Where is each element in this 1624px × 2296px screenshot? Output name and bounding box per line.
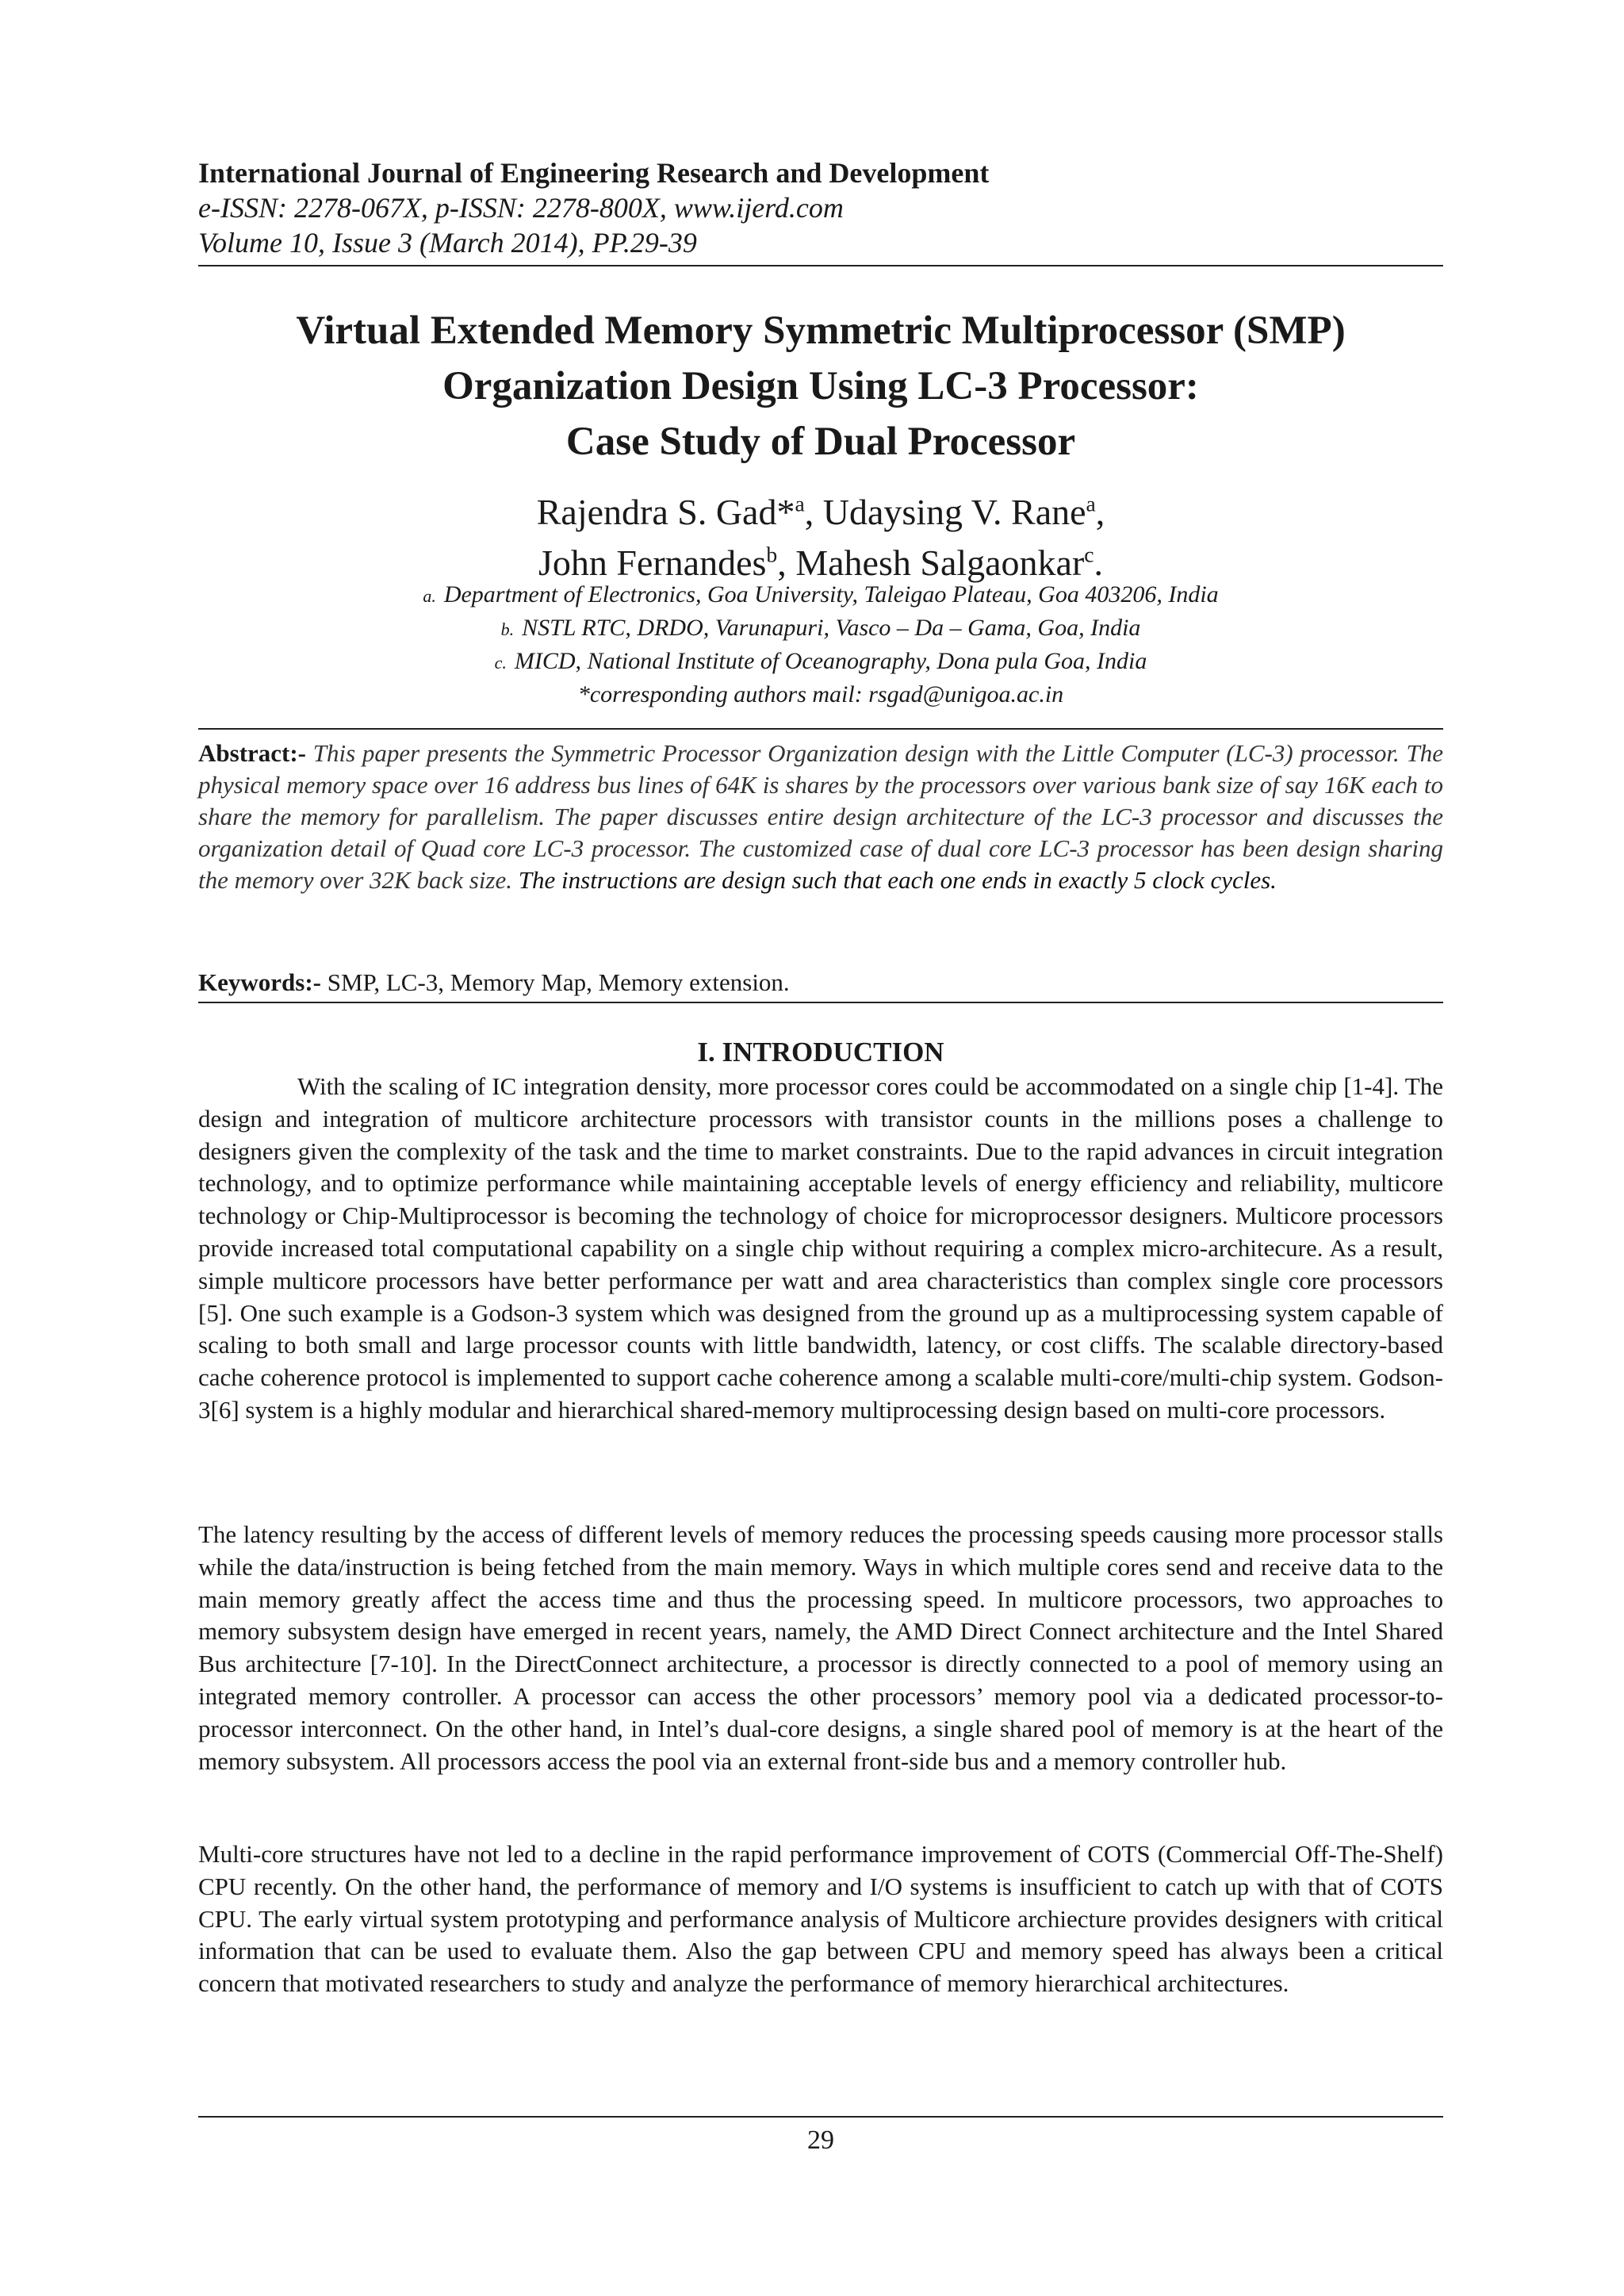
intro-paragraph-2: The latency resulting by the access of different levels of memory reduces the processing speeds causing more processor stalls while the data/instruction is being fetched from the main memory. Ways in which multiple cores send and receive data to the main memory greatly affect the access time and thus the processing speed. In multicore processors, two approaches to memory subsystem design have emerged in recent years, namely, the AMD Direct Connect architecture and the Intel Shared Bus architecture [7-10]. In the DirectConnect architecture, a processor is directly connected to a pool of memory using an integrated memory controller. A processor can access the other processors’ memory pool via a dedicated processor-to-processor interconnect. On the other hand, in Intel’s dual-core designs, a single shared pool of memory is at the heart of the memory subsystem. All processors access the pool via an external front-side bus and a memory controller hub. bbox=[198, 1520, 1443, 1775]
keywords-text: SMP, LC-3, Memory Map, Memory extension. bbox=[327, 968, 790, 996]
journal-name: International Journal of Engineering Research and Development bbox=[198, 157, 990, 189]
abstract bbox=[198, 738, 1443, 896]
journal-header bbox=[198, 155, 1443, 260]
page-number: 29 bbox=[807, 2125, 834, 2155]
title-line-1: Virtual Extended Memory Symmetric Multiprocessor (SMP) bbox=[296, 309, 1346, 353]
affiliation-text: NSTL RTC, DRDO, Varunapuri, Vasco – Da – Gama, Goa, India bbox=[522, 615, 1141, 641]
keywords-label: Keywords:- bbox=[198, 968, 321, 996]
affiliation-mark: a. bbox=[423, 586, 436, 606]
footer-rule bbox=[198, 2116, 1443, 2118]
keywords-rule bbox=[198, 1002, 1443, 1003]
affiliation-mark: b. bbox=[500, 619, 515, 639]
affiliation-b bbox=[198, 612, 1443, 646]
author-separator: , bbox=[1095, 492, 1105, 532]
abstract-label: Abstract:- bbox=[198, 739, 307, 767]
paper-title bbox=[198, 303, 1443, 470]
journal-issn: e-ISSN: 2278-067X, p-ISSN: 2278-800X, www.ijerd.com bbox=[198, 192, 844, 224]
affil-mark: a bbox=[1086, 491, 1096, 516]
abstract-text: This paper presents the Symmetric Processor Organization design with the Little Computer (LC-3) processor. The physical memory space over 16 address bus lines of 64K is shares by the processors over various bank size of say 16K each to share the memory for parallelism. The paper discusses entire design architecture of the LC-3 processor and discusses the organization detail of Quad core LC-3 processor. The customized case of dual core LC-3 processor has been design sharing the memory over 32K back size. bbox=[198, 739, 1443, 894]
intro-paragraph-1: With the scaling of IC integration density, more processor cores could be accommodated on a single chip [1-4]. The design and integration of multicore architecture processors with transistor counts in the millions poses a challenge to designers given the complexity of the task and the time to market constraints. Due to the rapid advances in circuit integration technology, and to optimize performance while maintaining acceptable levels of energy efficiency and reliability, multicore technology or Chip-Multiprocessor is becoming the technology of choice for microprocessor designers. Multicore processors provide increased total computational capability on a single chip without requiring a complex micro-architecure. As a result, simple multicore processors have better performance per watt and area characteristics than complex single core processors [5]. One such example is a Godson-3 system which was designed from the ground up as a multiprocessing system capable of scaling to both small and large processor counts with little bandwidth, latency, or cost cliffs. The scalable directory-based cache coherence protocol is implemented to support cache coherence among a scalable multi-core/multi-chip system. Godson-3[6] system is a highly modular and hierarchical shared-memory multiprocessing design based on multi-core processors. bbox=[198, 1072, 1443, 1424]
abstract-top-rule bbox=[198, 728, 1443, 730]
author-fernandes: John Fernandes bbox=[538, 542, 767, 583]
affiliation-mark: c. bbox=[494, 653, 507, 673]
affiliation-text: Department of Electronics, Goa University, Taleigao Plateau, Goa 403206, India bbox=[443, 581, 1219, 608]
journal-volume: Volume 10, Issue 3 (March 2014), PP.29-39 bbox=[198, 227, 697, 259]
affil-mark: a bbox=[795, 491, 805, 516]
affiliation-c bbox=[198, 646, 1443, 679]
corresponding-email: *corresponding authors mail: rsgad@unigoa.ac.in bbox=[577, 681, 1064, 707]
header-rule bbox=[198, 265, 1443, 266]
affil-mark: b bbox=[766, 542, 778, 567]
keywords bbox=[198, 967, 1443, 999]
author-gad: Rajendra S. Gad* bbox=[536, 492, 795, 532]
title-line-2: Organization Design Using LC-3 Processor: bbox=[442, 364, 1199, 408]
author-salgaonkar: , Mahesh Salgaonkar bbox=[777, 542, 1085, 583]
author-list bbox=[198, 487, 1443, 588]
section-heading: I. INTRODUCTION bbox=[697, 1037, 944, 1068]
intro-paragraph-3: Multi-core structures have not led to a decline in the rapid performance improvement of COTS (Commercial Off-The-Shelf) CPU recently. On the other hand, the performance of memory and I/O systems is insufficient to catch up with that of COTS CPU. The early virtual system prototyping and performance analysis of Multicore archiecture provides designers with critical information that can be used to evaluate them. Also the gap between CPU and memory speed has always been a critical concern that motivated researchers to study and analyze the performance of memory hierarchical architectures. bbox=[198, 1840, 1443, 1998]
affil-mark: c bbox=[1084, 542, 1094, 567]
affiliation-a bbox=[198, 579, 1443, 612]
affiliation-text: MICD, National Institute of Oceanography, Dona pula Goa, India bbox=[514, 648, 1147, 674]
affiliations bbox=[198, 579, 1443, 711]
title-line-3: Case Study of Dual Processor bbox=[565, 420, 1076, 464]
author-end: . bbox=[1094, 542, 1104, 583]
abstract-text-end: The instructions are design such that each one ends in exactly 5 clock cycles. bbox=[518, 866, 1277, 894]
author-line-1 bbox=[198, 487, 1443, 538]
author-rane: , Udaysing V. Rane bbox=[804, 492, 1086, 532]
